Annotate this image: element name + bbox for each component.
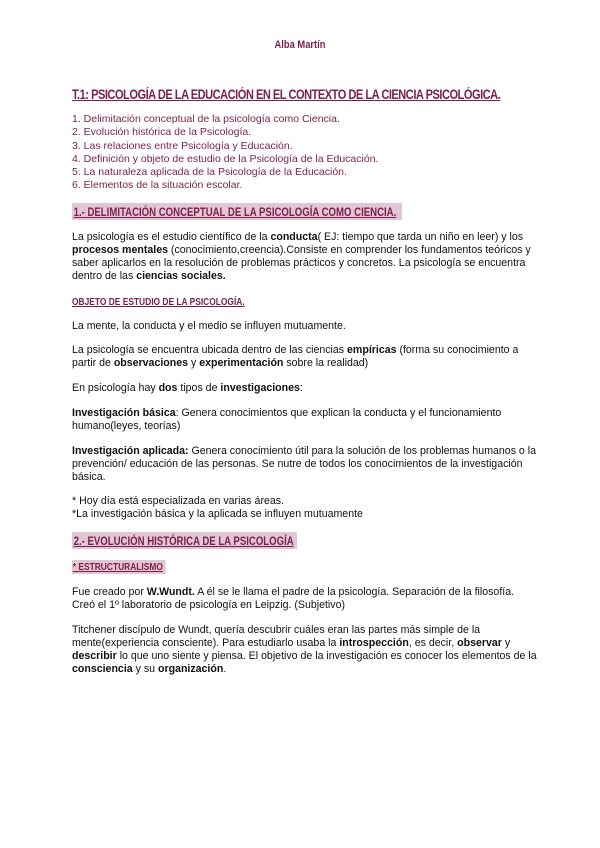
section-heading — [72, 532, 297, 549]
note: *La investigación básica y la aplicada se influyen mutuamente — [72, 508, 363, 520]
paragraph: En psicología hay dos tipos de investigaciones: — [72, 382, 303, 394]
section-heading-text: 2.- EVOLUCIÓN HISTÓRICA DE LA PSICOLOGÍA — [73, 534, 294, 548]
section-heading-text: 1.- DELIMITACIÓN CONCEPTUAL DE LA PSICOLOGÍA COMO CIENCIA. — [73, 205, 397, 219]
section-heading — [72, 203, 402, 220]
toc-item: 3. Las relaciones entre Psicología y Educación. — [72, 139, 293, 152]
paragraph: La mente, la conducta y el medio se influyen mutuamente. — [72, 320, 346, 332]
table-of-contents — [72, 113, 378, 193]
paragraph: Investigación aplicada: Genera conocimiento útil para la solución de los problemas humanos o la prevención/ educación de las personas. Se nutre de todos los conocimientos de la investigación básica. — [72, 445, 537, 483]
toc-item: 4. Definición y objeto de estudio de la Psicología de la Educación. — [72, 152, 379, 165]
paragraph: Investigación básica: Genera conocimientos que explican la conducta y el funcionamiento humano(leyes, teorías) — [72, 407, 502, 432]
note: * Hoy día está especializada en varias áreas. — [72, 495, 284, 507]
paragraph: La psicología se encuentra ubicada dentro de las ciencias empíricas (forma su conocimiento a partir de observaciones y experimentación sobre la realidad) — [72, 344, 519, 369]
document-title: T.1: PSICOLOGÍA DE LA EDUCACIÓN EN EL CONTEXTO DE LA CIENCIA PSICOLÓGICA. — [72, 87, 501, 102]
toc-item: 2. Evolución histórica de la Psicología. — [72, 126, 252, 139]
toc-item: 5. La naturaleza aplicada de la Psicología de la Educación. — [72, 166, 347, 179]
paragraph: Fue creado por W.Wundt. A él se le llama el padre de la psicología. Separación de la filosofía. Creó el 1º laboratorio de psicología en Leipzig. (Subjetivo) — [72, 586, 515, 611]
toc-item: 1. Delimitación conceptual de la psicología como Ciencia. — [72, 113, 340, 125]
subheading: * ESTRUCTURALISMO — [72, 560, 165, 574]
subheading: OBJETO DE ESTUDIO DE LA PSICOLOGÍA. — [72, 296, 245, 308]
toc-item: 6. Elementos de la situación escolar. — [72, 179, 243, 192]
author-name: Alba Martín — [274, 39, 326, 51]
paragraph: Titchener discípulo de Wundt, quería descubrir cuáles eran las partes más simple de la mente(experiencia consciente). Para estudiarlo usaba la introspección, es decir, observar y describir lo que uno siente y piensa. El objetivo de la investigación es conocer los elementos de la consciencia y su organización. — [72, 624, 537, 675]
paragraph-definition: La psicología es el estudio científico de la conducta( EJ: tiempo que tarda un niño en leer) y los procesos mentales (conocimiento,creencia).Consiste en comprender los fundamentos teóricos y saber aplicarlos en la resolución de problemas prácticos y concretos. La psicología se encuentra dentro de las ciencias sociales. — [72, 231, 531, 282]
